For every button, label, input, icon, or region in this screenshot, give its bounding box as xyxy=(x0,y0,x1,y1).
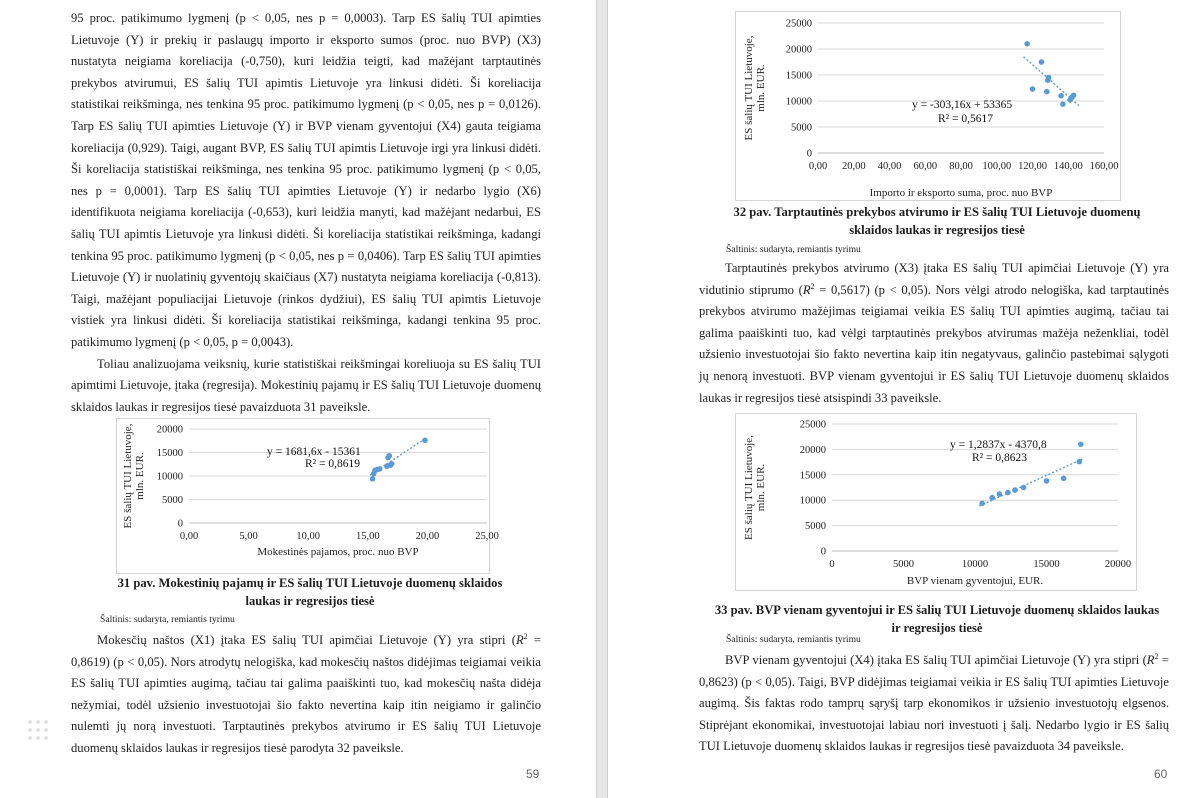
right-body-text-bottom xyxy=(699,650,1169,758)
paragraph-tax-burden-part-b: = 0,8619) (p < 0,05). Nors atrodytų nelogiška, kad mokesčių naštos didėjimas teigiamai veikia ES šalių TUI apimties augimą, tačiau tai galima paaiškinti tuo, kad mokesčių našta didėja nežymiai, todėl užsienio investuotojai šio fakto nevertina kaip itin neigiamo ir galinčio nulemti jų norą investuoti. Tarptautinės prekybos atvirumo ir ES šalių TUI Lietuvoje duomenų sklaidos laukas ir regresijos tiesė parodyta 32 paveiksle. xyxy=(71,633,541,755)
trendline-equation: y = -303,16x + 53365 xyxy=(912,99,1013,111)
y-axis-title-line: ES šalių TUI Lietuvoje, xyxy=(743,35,755,141)
y-tick-label: 5000 xyxy=(791,122,812,134)
figure-source-32: Šaltinis: sudaryta, remiantis tyrimu xyxy=(726,244,861,255)
right-body-text xyxy=(699,258,1169,409)
scatter-chart-32-svg xyxy=(736,12,1122,202)
x-tick-label: 10000 xyxy=(961,559,989,570)
y-axis-title-line: ES šalių TUI Lietuvoje, xyxy=(743,435,755,540)
r-squared-label: R² = 0,5617 xyxy=(938,113,993,125)
paragraph-trade-openness-part-a: Tarptautinės prekybos atvirumo (X3) įtaka ES šalių TUI apimčiai Lietuvoje (Y) yra vidutinio stiprumo ( xyxy=(699,261,1169,297)
figure-source-31: Šaltinis: sudaryta, remiantis tyrimu xyxy=(100,614,235,625)
scatter-chart-31 xyxy=(116,418,499,574)
figure-caption-33: 33 pav. BVP vienam gyventojui ir ES šalių TUI Lietuvoje duomenų sklaidos laukas ir regresijos tiesė xyxy=(714,603,1160,635)
left-body-text xyxy=(71,8,541,418)
x-tick-label: 5,00 xyxy=(239,531,258,542)
page-number-right: 60 xyxy=(1154,767,1168,781)
watermark-icon xyxy=(26,718,50,742)
data-point xyxy=(386,453,392,459)
x-tick-label: 15,00 xyxy=(355,531,380,542)
data-point xyxy=(1046,75,1052,81)
r-squared-symbol: R xyxy=(802,282,811,297)
data-point xyxy=(1005,490,1011,496)
y-tick-label: 0 xyxy=(177,518,183,530)
data-point xyxy=(389,461,395,467)
data-point xyxy=(979,500,985,506)
y-tick-label: 15000 xyxy=(156,448,183,459)
x-tick-label: 15000 xyxy=(1033,559,1060,570)
y-axis-title-line: mln. EUR. xyxy=(755,463,767,512)
x-tick-label: 20,00 xyxy=(841,161,866,172)
y-axis-title xyxy=(743,435,767,540)
x-tick-label: 140,00 xyxy=(1053,161,1083,172)
x-tick-label: 20,00 xyxy=(415,531,440,542)
scatter-chart-33-svg xyxy=(736,414,1138,592)
y-axis-title xyxy=(122,423,146,528)
x-tick-label: 160,00 xyxy=(1089,161,1119,172)
y-tick-label: 10000 xyxy=(156,471,183,483)
x-tick-label: 100,00 xyxy=(982,161,1012,172)
y-tick-label: 20000 xyxy=(156,424,183,436)
data-point xyxy=(1078,442,1084,448)
data-point xyxy=(1058,93,1064,99)
x-tick-label: 20000 xyxy=(1104,559,1132,570)
paragraph-gdp-part-a: BVP vienam gyventojui (X4) įtaka ES šalių TUI apimčiai Lietuvoje (Y) yra stipri ( xyxy=(725,653,1147,667)
x-axis-title: Importo ir eksporto suma, proc. nuo BVP xyxy=(869,187,1053,199)
data-point xyxy=(1077,459,1083,465)
page-gutter xyxy=(596,0,608,798)
x-tick-label: 10,00 xyxy=(296,531,321,542)
data-point xyxy=(1030,86,1036,92)
x-tick-label: 5000 xyxy=(893,559,914,570)
y-tick-label: 20000 xyxy=(799,444,826,456)
data-point xyxy=(1061,476,1067,482)
y-tick-label: 20000 xyxy=(785,44,812,56)
y-tick-label: 0 xyxy=(820,546,826,558)
x-axis-title: BVP vienam gyventojui, EUR. xyxy=(906,575,1044,587)
paragraph-gdp-part-b: = 0,8623) (p < 0,05). Taigi, BVP didėjimas teigiamai veikia ir ES šalių TUI apimties Lietuvoje augimą. Šis faktas rodo tamprų sąryšį tarp ekonomikos ir užsienio investuotojų elgsenos. Stiprėjant ekonomikai, investuotojai labiau nori investuoti į šalį. Nedarbo lygio ir ES šalių TUI Lietuvoje duomenų sklaidos laukas ir regresijos tiesė pavaizduota 34 paveiksle. xyxy=(699,653,1169,754)
y-tick-label: 0 xyxy=(806,148,812,160)
data-point xyxy=(377,466,383,472)
data-point xyxy=(1039,59,1045,65)
data-point xyxy=(1044,89,1050,95)
paragraph-correlations: 95 proc. patikimumo lygmenį (p < 0,05, nes p = 0,0003). Tarp ES šalių TUI apimties Lietuvoje (Y) ir prekių ir paslaugų importo ir eksporto sumos (proc. nuo BVP) (X3) nustatyta neigiama koreliacija (-0,750), kuri leidžia teigti, kad mažėjant tarptautinės prekybos atvirumui, ES šalių TUI apimtis Lietuvoje yra linkusi didėti. Ši koreliacija statistikai reikšminga, nes tenkina 95 proc. patikimumo lygmenį (p < 0,05, nes p = 0,0126). Tarp ES šalių TUI apimties Lietuvoje (Y) ir BVP vienam gyventojui (X4) gauta teigiama koreliacija (0,929). Taigi, augant BVP, ES šalių TUI apimtis Lietuvoje irgi yra linkusi didėti. Ši koreliacija statistiškai reikšminga, nes tenkina 95 proc. patikimumo lygmenį (p < 0,05, nes p = 0,0001). Tarp ES šalių TUI apimties Lietuvoje (Y) ir nedarbo lygio (X6) identifikuota neigiama koreliacija (-0,653), kuri leidžia manyti, kad mažėjant nedarbui, ES šalių TUI apimtis Lietuvoje yra linkusi didėti. Ši koreliacija statistikai reikšminga, kadangi tenkina 95 proc. patikimumo lygmenį (p < 0,05, nes p = 0,0406). Tarp ES šalių TUI apimties Lietuvoje (Y) ir nuolatinių gyventojų skaičiaus (X7) nustatyta neigiama koreliacija (-0,813). Taigi, mažėjant populiacijai Lietuvoje (rinkos dydžiui), ES šalių TUI apimtis Lietuvoje vistiek yra linkusi didėti. Ši koreliacija statistikai reikšminga, kadangi tenkina 95 proc. patikimumo lygmenį (p < 0,05, p = 0,0043). xyxy=(71,11,541,349)
data-point xyxy=(989,495,995,501)
paragraph-regression-intro: Toliau analizuojama veiksnių, kurie statistiškai reikšmingai koreliuoja su ES šalių TUI apimtimi Lietuvoje, įtaka (regresija). Mokestinių pajamų ir ES šalių TUI Lietuvoje duomenų sklaidos laukas ir regresijos tiesė pavaizduota 31 paveiksle. xyxy=(71,356,541,414)
x-tick-label: 40,00 xyxy=(877,161,902,172)
paragraph-gdp-per-capita: BVP vienam gyventojui (X4) įtaka ES šalių TUI apimčiai Lietuvoje (Y) yra stipri $(R^2 = 0,8623) (p < 0,05)$. Taigi, BVP didėjimas teigiamai veikia ir ES šalių TUI apimties Lietuvoje augimą. Šis faktas rodo tamprų sąryšį tarp ekonomikos ir užsienio investuotojų elgsenos. Stiprėjant ekonomikai, investuotojai labiau nori investuoti į šalį. Nedarbo lygio ir ES šalių TUI Lietuvoje duomenų sklaidos laukas ir regresijos tiesė pavaizduota 34 paveiksle. xyxy=(699,651,1169,754)
trendline-equation: y = 1681,6x - 15361 xyxy=(267,446,361,458)
x-tick-label: 0,00 xyxy=(808,161,828,172)
y-tick-label: 15000 xyxy=(785,70,812,82)
scatter-chart-32 xyxy=(735,11,1121,201)
trendline-equation: y = 1,2837x - 4370,8 xyxy=(950,439,1047,451)
scatter-chart-31-svg xyxy=(117,419,499,575)
paragraph-tax-burden-part-a: Mokesčių naštos (X1) įtaka ES šalių TUI apimčiai Lietuvoje (Y) yra stipri ( xyxy=(97,633,516,647)
data-point xyxy=(422,437,428,443)
left-body-text-bottom xyxy=(71,630,541,760)
data-point xyxy=(1044,478,1050,484)
x-tick-label: 0,00 xyxy=(179,531,199,542)
trendline xyxy=(979,459,1082,506)
paragraph-trade-openness-part-b: = 0,5617) (p < 0,05). Nors vėlgi atrodo nelogiška, kad tarptautinės prekybos atvirumo mažėjimas teigiamai veikia ES šalių TUI apimties augimą, tačiau tai galima paaiškinti tuo, kad vėlgi tarptautinės prekybos atvirumas mažėja neženkliai, todėl užsienio investuotojai šio fakto nevertina kaip itin negatyvaus, galinčio pastebimai sąlygoti jų nenorą investuoti. BVP vienam gyventojui ir ES šalių TUI Lietuvoje duomenų sklaidos laukas ir regresijos tiesė atsispindi 33 paveiksle. xyxy=(699,282,1170,405)
figure-caption-32: 32 pav. Tarptautinės prekybos atvirumo ir ES šalių TUI Lietuvoje duomenų sklaidos laukas ir regresijos tiesė xyxy=(733,205,1141,237)
x-tick-label: 120,00 xyxy=(1018,161,1047,172)
x-tick-label: 80,00 xyxy=(949,161,973,172)
x-axis-title: Mokestinės pajamos, proc. nuo BVP xyxy=(257,546,419,558)
y-tick-label: 10000 xyxy=(799,495,826,507)
data-point xyxy=(1060,101,1066,107)
data-point xyxy=(1024,41,1030,47)
r-squared-symbol: R xyxy=(1146,653,1155,667)
x-tick-label: 25,00 xyxy=(475,531,499,542)
paragraph-tax-burden: Mokesčių naštos (X1) įtaka ES šalių TUI apimčiai Lietuvoje (Y) yra stipri $(R^2 = 0,8619) (p < 0,05)$. Nors atrodytų nelogiška, kad mokesčių naštos didėjimas teigiamai veikia ES šalių TUI apimties augimą, tačiau tai galima paaiškinti tuo, kad mokesčių našta didėja nežymiai, todėl užsienio investuotojai šio fakto nevertina kaip itin neigiamo ir galinčio nulemti jų norą investuoti. Tarptautinės prekybos atvirumo ir ES šalių TUI Lietuvoje duomenų sklaidos laukas ir regresijos tiesė parodyta 32 paveiksle. xyxy=(71,631,541,755)
r-squared-label: R² = 0,8623 xyxy=(972,452,1027,464)
data-point xyxy=(1071,92,1077,98)
y-axis-title xyxy=(743,35,767,140)
y-tick-label: 5000 xyxy=(805,521,826,533)
y-axis-title-line: mln. EUR. xyxy=(134,452,146,500)
figure-source-33: Šaltinis: sudaryta, remiantis tyrimu xyxy=(726,634,861,645)
figure-caption-31: 31 pav. Mokestinių pajamų ir ES šalių TUI Lietuvoje duomenų sklaidos laukas ir regresijos tiesė xyxy=(117,576,503,608)
r-squared-label: R² = 0,8619 xyxy=(305,458,360,470)
scatter-chart-33 xyxy=(735,413,1137,591)
page-number-left: 59 xyxy=(526,767,540,781)
r-squared-symbol: R xyxy=(515,633,524,647)
y-axis-title-line: ES šalių TUI Lietuvoje, xyxy=(122,423,134,529)
x-tick-label: 60,00 xyxy=(913,161,938,172)
paragraph-trade-openness: Tarptautinės prekybos atvirumo (X3) įtaka ES šalių TUI apimčiai Lietuvoje (Y) yra vidutinio stiprumo $(R^2 = 0,5617) (p < 0,05)$. Nors vėlgi atrodo nelogiška, kad tarptautinės prekybos atvirumo mažėjimas teigiamai veikia ES šalių TUI apimties augimą, tačiau tai galima paaiškinti tuo, kad vėlgi tarptautinės prekybos atvirumas mažėja neženkliai, todėl užsienio investuotojai šio fakto nevertina kaip itin negatyvaus, galinčio pastebimai sąlygoti jų nenorą investuoti. BVP vienam gyventojui ir ES šalių TUI Lietuvoje duomenų sklaidos laukas ir regresijos tiesė atsispindi 33 paveiksle. xyxy=(699,261,1170,405)
data-point xyxy=(370,476,376,482)
y-tick-label: 25000 xyxy=(785,18,812,30)
y-tick-label: 15000 xyxy=(799,470,826,482)
y-axis-title-line: mln. EUR. xyxy=(755,64,767,112)
data-point xyxy=(1021,485,1027,491)
y-tick-label: 5000 xyxy=(162,495,183,506)
data-point xyxy=(997,491,1003,497)
y-tick-label: 10000 xyxy=(785,96,812,108)
y-tick-label: 25000 xyxy=(799,419,826,431)
x-tick-label: 0 xyxy=(829,559,835,570)
data-point xyxy=(1012,487,1018,493)
